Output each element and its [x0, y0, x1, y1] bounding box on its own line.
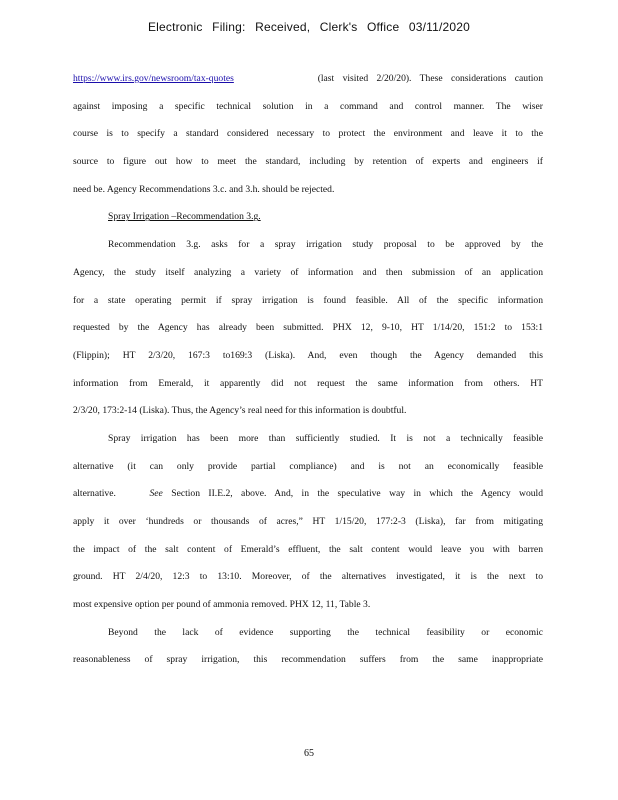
- paragraph-1-line-5: need be. Agency Recommendations 3.c. and 3.h. should be rejected.: [73, 183, 335, 195]
- page-number: 65: [304, 748, 314, 759]
- paragraph-3-line-5: the impact of the salt content of Emerald’s effluent, the salt content would leave you with barren: [73, 543, 543, 555]
- irs-tax-quotes-link[interactable]: https://www.irs.gov/newsroom/tax-quotes: [73, 73, 234, 84]
- paragraph-3-line-1: Spray irrigation has been more than sufficiently studied. It is not a technically feasible: [108, 432, 543, 444]
- paragraph-3-line-7: most expensive option per pound of ammonia removed. PHX 12, 11, Table 3.: [73, 599, 371, 611]
- paragraph-3-line-6: ground. HT 2/4/20, 12:3 to 13:10. Moreover, of the alternatives investigated, it is the next to: [73, 571, 543, 583]
- paragraph-3-line-3-post: Section II.E.2, above. And, in the speculative way in which the Agency would: [171, 488, 543, 500]
- paragraph-4-line-1: Beyond the lack of evidence supporting the technical feasibility or economic: [108, 626, 543, 638]
- paragraph-3-line-2: alternative (it can only provide partial compliance) and is not an economically feasible: [73, 460, 543, 472]
- paragraph-3-line-4: apply it over ‘hundreds or thousands of acres,” HT 1/15/20, 177:2-3 (Liska), far from mitigating: [73, 516, 543, 527]
- spray-irrigation-heading: Spray Irrigation –Recommendation 3.g.: [108, 211, 261, 223]
- paragraph-2-line-5: (Flippin); HT 2/3/20, 167:3 to169:3 (Liska). And, even though the Agency demanded this: [73, 349, 543, 361]
- paragraph-3-line-3-pre: alternative.: [73, 488, 116, 500]
- paragraph-2-line-1: Recommendation 3.g. asks for a spray irrigation study proposal to be approved by the: [108, 239, 543, 251]
- paragraph-3-line-3: [73, 485, 543, 513]
- filing-stamp-header: Electronic Filing: Received, Clerk's Office 03/11/2020: [147, 20, 471, 34]
- paragraph-1-line-4: source to figure out how to meet the standard, including by retention of experts and engineers if: [73, 156, 543, 168]
- paragraph-2-line-7: 2/3/20, 173:2-14 (Liska). Thus, the Agency’s real need for this information is doubtful.: [73, 405, 407, 417]
- paragraph-1-line-1: [73, 70, 543, 98]
- paragraph-1-line-1-rest: (last visited 2/20/20). These considerations caution: [317, 73, 543, 84]
- paragraph-1-line-2: against imposing a specific technical solution in a command and control manner. The wiser: [73, 100, 543, 112]
- paragraph-2-line-4: requested by the Agency has already been submitted. PHX 12, 9-10, HT 1/14/20, 151:2 to 153:1: [73, 322, 543, 334]
- paragraph-4-line-2: reasonableness of spray irrigation, this recommendation suffers from the same inappropriate: [73, 654, 543, 666]
- paragraph-2-line-3: for a state operating permit if spray irrigation is found feasible. All of the specific information: [73, 294, 543, 306]
- paragraph-2-line-6: information from Emerald, it apparently did not request the same information from others. HT: [73, 377, 543, 389]
- see-signal: See: [149, 488, 163, 500]
- paragraph-1-line-3: course is to specify a standard considered necessary to protect the environment and leave it to the: [73, 128, 543, 140]
- section-subheading: [73, 208, 543, 236]
- document-body: [73, 70, 543, 679]
- paragraph-2-line-2: Agency, the study itself analyzing a variety of information and then submission of an application: [73, 266, 543, 278]
